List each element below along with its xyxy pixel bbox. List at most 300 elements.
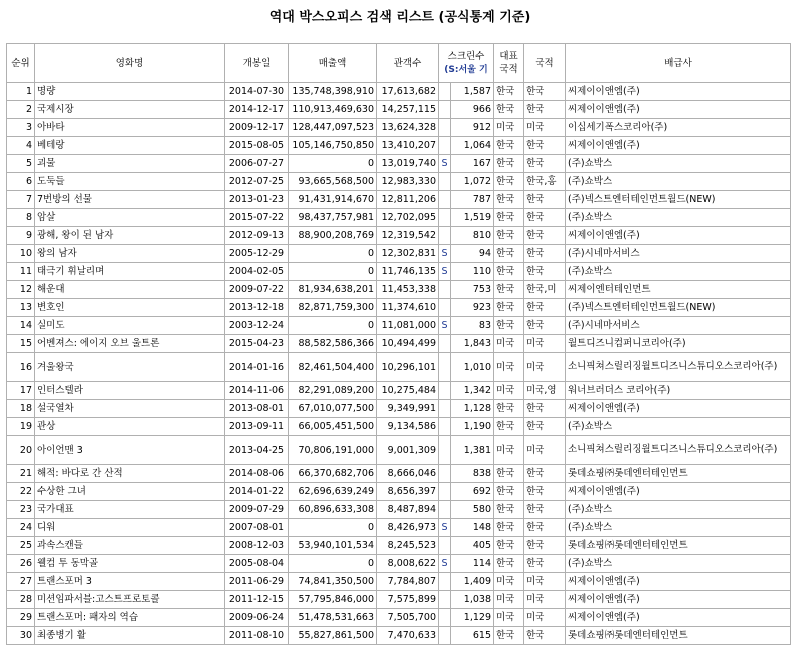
- audience-cell: 10,494,499: [377, 335, 439, 353]
- release-cell: 2014-12-17: [225, 101, 289, 119]
- release-cell: 2013-04-25: [225, 436, 289, 465]
- rank-cell: 27: [7, 573, 35, 591]
- sales-cell: 82,871,759,300: [289, 299, 377, 317]
- release-cell: 2004-02-05: [225, 263, 289, 281]
- title-cell: 암살: [35, 209, 225, 227]
- nationality-cell: 한국: [524, 400, 566, 418]
- rank-cell: 29: [7, 609, 35, 627]
- distributor-cell: 씨제이이앤엠(주): [566, 400, 791, 418]
- nationality-rep-cell: 미국: [494, 436, 524, 465]
- screens-cell: 110: [451, 263, 494, 281]
- distributor-cell: 씨제이이앤엠(주): [566, 573, 791, 591]
- title-cell: 명량: [35, 83, 225, 101]
- distributor-cell: (주)쇼박스: [566, 155, 791, 173]
- nationality-cell: 한국: [524, 209, 566, 227]
- sales-cell: 53,940,101,534: [289, 537, 377, 555]
- sales-cell: 0: [289, 263, 377, 281]
- rank-cell: 21: [7, 465, 35, 483]
- sales-cell: 82,291,089,200: [289, 382, 377, 400]
- rank-cell: 5: [7, 155, 35, 173]
- rank-cell: 24: [7, 519, 35, 537]
- sales-cell: 0: [289, 155, 377, 173]
- audience-cell: 12,302,831: [377, 245, 439, 263]
- audience-cell: 13,624,328: [377, 119, 439, 137]
- release-cell: 2009-07-22: [225, 281, 289, 299]
- sales-cell: 51,478,531,663: [289, 609, 377, 627]
- distributor-cell: (주)쇼박스: [566, 263, 791, 281]
- header-distributor[interactable]: 배급사: [566, 44, 791, 83]
- nationality-cell: 미국: [524, 436, 566, 465]
- audience-cell: 12,811,206: [377, 191, 439, 209]
- screens-cell: 148: [451, 519, 494, 537]
- nationality-rep-cell: 한국: [494, 555, 524, 573]
- distributor-cell: 씨제이이앤엠(주): [566, 483, 791, 501]
- nationality-rep-cell: 한국: [494, 245, 524, 263]
- audience-cell: 9,134,586: [377, 418, 439, 436]
- table-row[interactable]: [7, 83, 791, 101]
- seoul-flag-cell: [439, 353, 451, 382]
- distributor-cell: 소니픽쳐스릴리징월트디즈니스튜디오스코리아(주): [566, 436, 791, 465]
- distributor-cell: 월트디즈니컴퍼니코리아(주): [566, 335, 791, 353]
- title-cell: 디워: [35, 519, 225, 537]
- table-row[interactable]: [7, 245, 791, 263]
- table-row[interactable]: [7, 418, 791, 436]
- release-cell: 2015-08-05: [225, 137, 289, 155]
- audience-cell: 9,349,991: [377, 400, 439, 418]
- nationality-cell: 한국: [524, 245, 566, 263]
- release-cell: 2014-01-22: [225, 483, 289, 501]
- title-cell: 트랜스포머 3: [35, 573, 225, 591]
- nationality-rep-cell: 미국: [494, 591, 524, 609]
- table-row[interactable]: [7, 263, 791, 281]
- rank-cell: 20: [7, 436, 35, 465]
- rank-cell: 19: [7, 418, 35, 436]
- audience-cell: 7,505,700: [377, 609, 439, 627]
- seoul-flag-cell: [439, 483, 451, 501]
- table-row[interactable]: [7, 209, 791, 227]
- audience-cell: 9,001,309: [377, 436, 439, 465]
- release-cell: 2012-09-13: [225, 227, 289, 245]
- audience-cell: 13,019,740: [377, 155, 439, 173]
- title-cell: 아바타: [35, 119, 225, 137]
- title-cell: 수상한 그녀: [35, 483, 225, 501]
- seoul-flag-cell: [439, 382, 451, 400]
- rank-cell: 1: [7, 83, 35, 101]
- nationality-rep-cell: 한국: [494, 519, 524, 537]
- title-cell: 실미도: [35, 317, 225, 335]
- rank-cell: 9: [7, 227, 35, 245]
- release-cell: 2009-07-29: [225, 501, 289, 519]
- sales-cell: 57,795,846,000: [289, 591, 377, 609]
- seoul-flag-cell: S: [439, 317, 451, 335]
- seoul-flag-cell: [439, 209, 451, 227]
- seoul-flag-cell: S: [439, 263, 451, 281]
- screens-cell: 1,072: [451, 173, 494, 191]
- screens-cell: 787: [451, 191, 494, 209]
- sales-cell: 98,437,757,981: [289, 209, 377, 227]
- seoul-flag-cell: S: [439, 155, 451, 173]
- title-cell: 해적: 바다로 간 산적: [35, 465, 225, 483]
- nationality-rep-cell: 한국: [494, 501, 524, 519]
- nationality-rep-cell: 한국: [494, 173, 524, 191]
- sales-cell: 70,806,191,000: [289, 436, 377, 465]
- table-row[interactable]: [7, 281, 791, 299]
- nationality-rep-cell: 미국: [494, 335, 524, 353]
- header-sales[interactable]: 매출액: [289, 44, 377, 83]
- screens-cell: 1,381: [451, 436, 494, 465]
- screens-cell: 1,409: [451, 573, 494, 591]
- nationality-rep-cell: 한국: [494, 281, 524, 299]
- distributor-cell: (주)쇼박스: [566, 501, 791, 519]
- sales-cell: 0: [289, 519, 377, 537]
- release-cell: 2014-07-30: [225, 83, 289, 101]
- table-row[interactable]: [7, 555, 791, 573]
- screens-cell: 1,587: [451, 83, 494, 101]
- header-release[interactable]: 개봉일: [225, 44, 289, 83]
- table-row[interactable]: [7, 382, 791, 400]
- audience-cell: 12,702,095: [377, 209, 439, 227]
- sales-cell: 62,696,639,249: [289, 483, 377, 501]
- distributor-cell: 씨제이이앤엠(주): [566, 609, 791, 627]
- screens-cell: 1,038: [451, 591, 494, 609]
- audience-cell: 8,666,046: [377, 465, 439, 483]
- title-cell: 왕의 남자: [35, 245, 225, 263]
- rank-cell: 2: [7, 101, 35, 119]
- title-cell: 미션임파서블:고스트프로토콜: [35, 591, 225, 609]
- table-row[interactable]: [7, 155, 791, 173]
- rank-cell: 6: [7, 173, 35, 191]
- audience-cell: 10,275,484: [377, 382, 439, 400]
- screens-cell: 1,190: [451, 418, 494, 436]
- screens-cell: 1,010: [451, 353, 494, 382]
- distributor-cell: (주)쇼박스: [566, 418, 791, 436]
- audience-cell: 11,746,135: [377, 263, 439, 281]
- rank-cell: 12: [7, 281, 35, 299]
- title-cell: 겨울왕국: [35, 353, 225, 382]
- nationality-rep-cell: 미국: [494, 382, 524, 400]
- release-cell: 2007-08-01: [225, 519, 289, 537]
- nationality-rep-cell: 한국: [494, 400, 524, 418]
- table-row[interactable]: [7, 519, 791, 537]
- screens-cell: 966: [451, 101, 494, 119]
- table-row[interactable]: [7, 627, 791, 645]
- release-cell: 2013-08-01: [225, 400, 289, 418]
- distributor-cell: (주)넥스트엔터테인먼트월드(NEW): [566, 299, 791, 317]
- distributor-cell: 씨제이이앤엠(주): [566, 227, 791, 245]
- audience-cell: 8,245,523: [377, 537, 439, 555]
- seoul-flag-cell: [439, 627, 451, 645]
- screens-cell: 1,519: [451, 209, 494, 227]
- distributor-cell: 롯데쇼핑㈜롯데엔터테인먼트: [566, 627, 791, 645]
- sales-cell: 135,748,398,910: [289, 83, 377, 101]
- nationality-rep-cell: 한국: [494, 483, 524, 501]
- release-cell: 2015-07-22: [225, 209, 289, 227]
- table-row[interactable]: [7, 173, 791, 191]
- nationality-rep-cell: 한국: [494, 155, 524, 173]
- box-office-table: [6, 43, 791, 645]
- rank-cell: 11: [7, 263, 35, 281]
- rank-cell: 30: [7, 627, 35, 645]
- nationality-rep-cell: 한국: [494, 299, 524, 317]
- nationality-rep-cell: 미국: [494, 609, 524, 627]
- table-row[interactable]: [7, 137, 791, 155]
- distributor-cell: 소니픽쳐스릴리징월트디즈니스튜디오스코리아(주): [566, 353, 791, 382]
- sales-cell: 0: [289, 317, 377, 335]
- table-row[interactable]: [7, 191, 791, 209]
- header-screens-sub: (S:서울 기: [444, 64, 488, 75]
- rank-cell: 16: [7, 353, 35, 382]
- nationality-rep-cell: 미국: [494, 573, 524, 591]
- screens-cell: 94: [451, 245, 494, 263]
- screens-cell: 838: [451, 465, 494, 483]
- nationality-cell: 한국: [524, 83, 566, 101]
- screens-cell: 810: [451, 227, 494, 245]
- sales-cell: 82,461,504,400: [289, 353, 377, 382]
- audience-cell: 8,487,894: [377, 501, 439, 519]
- seoul-flag-cell: [439, 101, 451, 119]
- rank-cell: 28: [7, 591, 35, 609]
- screens-cell: 167: [451, 155, 494, 173]
- nationality-rep-cell: 한국: [494, 209, 524, 227]
- title-cell: 베테랑: [35, 137, 225, 155]
- distributor-cell: (주)시네마서비스: [566, 317, 791, 335]
- seoul-flag-cell: [439, 591, 451, 609]
- audience-cell: 12,319,542: [377, 227, 439, 245]
- title-cell: 태극기 휘날리며: [35, 263, 225, 281]
- rank-cell: 14: [7, 317, 35, 335]
- title-cell: 트랜스포머: 패자의 역습: [35, 609, 225, 627]
- audience-cell: 7,470,633: [377, 627, 439, 645]
- rank-cell: 23: [7, 501, 35, 519]
- release-cell: 2006-07-27: [225, 155, 289, 173]
- nationality-cell: 미국: [524, 573, 566, 591]
- title-cell: 웰컴 투 동막골: [35, 555, 225, 573]
- release-cell: 2013-12-18: [225, 299, 289, 317]
- nationality-cell: 미국: [524, 591, 566, 609]
- nationality-cell: 한국: [524, 627, 566, 645]
- nationality-cell: 한국: [524, 299, 566, 317]
- sales-cell: 81,934,638,201: [289, 281, 377, 299]
- nationality-cell: 한국: [524, 519, 566, 537]
- audience-cell: 8,656,397: [377, 483, 439, 501]
- nationality-rep-cell: 한국: [494, 465, 524, 483]
- seoul-flag-cell: [439, 609, 451, 627]
- screens-cell: 615: [451, 627, 494, 645]
- header-nationality-rep[interactable]: 대표국적: [494, 44, 524, 83]
- release-cell: 2009-12-17: [225, 119, 289, 137]
- rank-cell: 15: [7, 335, 35, 353]
- rank-cell: 17: [7, 382, 35, 400]
- table-row[interactable]: [7, 483, 791, 501]
- audience-cell: 8,426,973: [377, 519, 439, 537]
- nationality-rep-cell: 한국: [494, 537, 524, 555]
- release-cell: 2011-12-15: [225, 591, 289, 609]
- title-cell: 인터스텔라: [35, 382, 225, 400]
- rank-cell: 18: [7, 400, 35, 418]
- release-cell: 2015-04-23: [225, 335, 289, 353]
- table-row[interactable]: [7, 537, 791, 555]
- seoul-flag-cell: S: [439, 519, 451, 537]
- distributor-cell: 롯데쇼핑㈜롯데엔터테인먼트: [566, 537, 791, 555]
- seoul-flag-cell: [439, 83, 451, 101]
- rank-cell: 3: [7, 119, 35, 137]
- table-row[interactable]: [7, 573, 791, 591]
- table-row[interactable]: [7, 227, 791, 245]
- table-row[interactable]: [7, 465, 791, 483]
- title-cell: 광해, 왕이 된 남자: [35, 227, 225, 245]
- title-cell: 아이언맨 3: [35, 436, 225, 465]
- sales-cell: 74,841,350,500: [289, 573, 377, 591]
- distributor-cell: 워너브러더스 코리아(주): [566, 382, 791, 400]
- nationality-rep-cell: 한국: [494, 263, 524, 281]
- audience-cell: 8,008,622: [377, 555, 439, 573]
- sales-cell: 60,896,633,308: [289, 501, 377, 519]
- nationality-rep-cell: 한국: [494, 418, 524, 436]
- rank-cell: 13: [7, 299, 35, 317]
- distributor-cell: (주)쇼박스: [566, 173, 791, 191]
- table-row[interactable]: [7, 335, 791, 353]
- distributor-cell: 이십세기폭스코리아(주): [566, 119, 791, 137]
- table-row[interactable]: [7, 101, 791, 119]
- title-cell: 설국열차: [35, 400, 225, 418]
- distributor-cell: 씨제이이앤엠(주): [566, 591, 791, 609]
- rank-cell: 8: [7, 209, 35, 227]
- audience-cell: 13,410,207: [377, 137, 439, 155]
- release-cell: 2003-12-24: [225, 317, 289, 335]
- screens-cell: 83: [451, 317, 494, 335]
- rank-cell: 26: [7, 555, 35, 573]
- nationality-cell: 한국: [524, 191, 566, 209]
- table-row[interactable]: [7, 436, 791, 465]
- screens-cell: 1,128: [451, 400, 494, 418]
- header-screens[interactable]: [439, 44, 494, 83]
- title-cell: 최종병기 활: [35, 627, 225, 645]
- screens-cell: 580: [451, 501, 494, 519]
- release-cell: 2008-12-03: [225, 537, 289, 555]
- screens-cell: 405: [451, 537, 494, 555]
- sales-cell: 66,005,451,500: [289, 418, 377, 436]
- nationality-cell: 미국: [524, 609, 566, 627]
- title-cell: 국가대표: [35, 501, 225, 519]
- release-cell: 2014-11-06: [225, 382, 289, 400]
- table-row[interactable]: [7, 591, 791, 609]
- seoul-flag-cell: [439, 501, 451, 519]
- nationality-cell: 한국: [524, 418, 566, 436]
- nationality-cell: 미국,영: [524, 382, 566, 400]
- seoul-flag-cell: [439, 400, 451, 418]
- screens-cell: 923: [451, 299, 494, 317]
- sales-cell: 55,827,861,500: [289, 627, 377, 645]
- title-cell: 변호인: [35, 299, 225, 317]
- table-row[interactable]: [7, 299, 791, 317]
- audience-cell: 12,983,330: [377, 173, 439, 191]
- title-cell: 괴물: [35, 155, 225, 173]
- seoul-flag-cell: [439, 119, 451, 137]
- rank-cell: 22: [7, 483, 35, 501]
- screens-cell: 1,342: [451, 382, 494, 400]
- seoul-flag-cell: [439, 573, 451, 591]
- screens-cell: 912: [451, 119, 494, 137]
- sales-cell: 67,010,077,500: [289, 400, 377, 418]
- release-cell: 2012-07-25: [225, 173, 289, 191]
- title-cell: 해운대: [35, 281, 225, 299]
- screens-cell: 1,843: [451, 335, 494, 353]
- seoul-flag-cell: [439, 227, 451, 245]
- nationality-cell: 한국: [524, 227, 566, 245]
- seoul-flag-cell: S: [439, 555, 451, 573]
- screens-cell: 753: [451, 281, 494, 299]
- nationality-rep-cell: 한국: [494, 83, 524, 101]
- screens-cell: 1,064: [451, 137, 494, 155]
- distributor-cell: 씨제이엔터테인먼트: [566, 281, 791, 299]
- nationality-cell: 한국: [524, 263, 566, 281]
- title-cell: 국제시장: [35, 101, 225, 119]
- rank-cell: 10: [7, 245, 35, 263]
- audience-cell: 11,453,338: [377, 281, 439, 299]
- release-cell: 2005-12-29: [225, 245, 289, 263]
- nationality-cell: 한국: [524, 101, 566, 119]
- audience-cell: 10,296,101: [377, 353, 439, 382]
- seoul-flag-cell: [439, 465, 451, 483]
- release-cell: 2013-09-11: [225, 418, 289, 436]
- header-nationality[interactable]: 국적: [524, 44, 566, 83]
- seoul-flag-cell: [439, 173, 451, 191]
- release-cell: 2014-01-16: [225, 353, 289, 382]
- seoul-flag-cell: [439, 537, 451, 555]
- seoul-flag-cell: [439, 137, 451, 155]
- nationality-cell: 한국: [524, 137, 566, 155]
- header-rank[interactable]: 순위: [7, 44, 35, 83]
- distributor-cell: (주)쇼박스: [566, 209, 791, 227]
- audience-cell: 11,374,610: [377, 299, 439, 317]
- header-title[interactable]: 영화명: [35, 44, 225, 83]
- nationality-cell: 한국: [524, 155, 566, 173]
- audience-cell: 14,257,115: [377, 101, 439, 119]
- release-cell: 2013-01-23: [225, 191, 289, 209]
- title-cell: 어벤져스: 에이지 오브 울트론: [35, 335, 225, 353]
- nationality-cell: 미국: [524, 335, 566, 353]
- distributor-cell: 씨제이이앤엠(주): [566, 137, 791, 155]
- nationality-cell: 한국: [524, 317, 566, 335]
- distributor-cell: (주)넥스트엔터테인먼트월드(NEW): [566, 191, 791, 209]
- rank-cell: 7: [7, 191, 35, 209]
- audience-cell: 11,081,000: [377, 317, 439, 335]
- table-row[interactable]: [7, 609, 791, 627]
- nationality-rep-cell: 한국: [494, 627, 524, 645]
- title-cell: 도둑들: [35, 173, 225, 191]
- page-title: 역대 박스오피스 검색 리스트 (공식통계 기준): [269, 10, 531, 25]
- rank-cell: 25: [7, 537, 35, 555]
- rank-cell: 4: [7, 137, 35, 155]
- nationality-rep-cell: 미국: [494, 353, 524, 382]
- table-row[interactable]: [7, 501, 791, 519]
- table-row[interactable]: [7, 317, 791, 335]
- sales-cell: 91,431,914,670: [289, 191, 377, 209]
- table-row[interactable]: [7, 400, 791, 418]
- sales-cell: 0: [289, 555, 377, 573]
- header-row: [7, 44, 791, 83]
- nationality-cell: 한국,홍: [524, 173, 566, 191]
- table-row[interactable]: [7, 119, 791, 137]
- distributor-cell: (주)쇼박스: [566, 555, 791, 573]
- title-cell: 관상: [35, 418, 225, 436]
- sales-cell: 105,146,750,850: [289, 137, 377, 155]
- table-row[interactable]: [7, 353, 791, 382]
- header-audience[interactable]: 관객수: [377, 44, 439, 83]
- nationality-cell: 한국: [524, 465, 566, 483]
- nationality-cell: 한국: [524, 483, 566, 501]
- nationality-cell: 한국: [524, 537, 566, 555]
